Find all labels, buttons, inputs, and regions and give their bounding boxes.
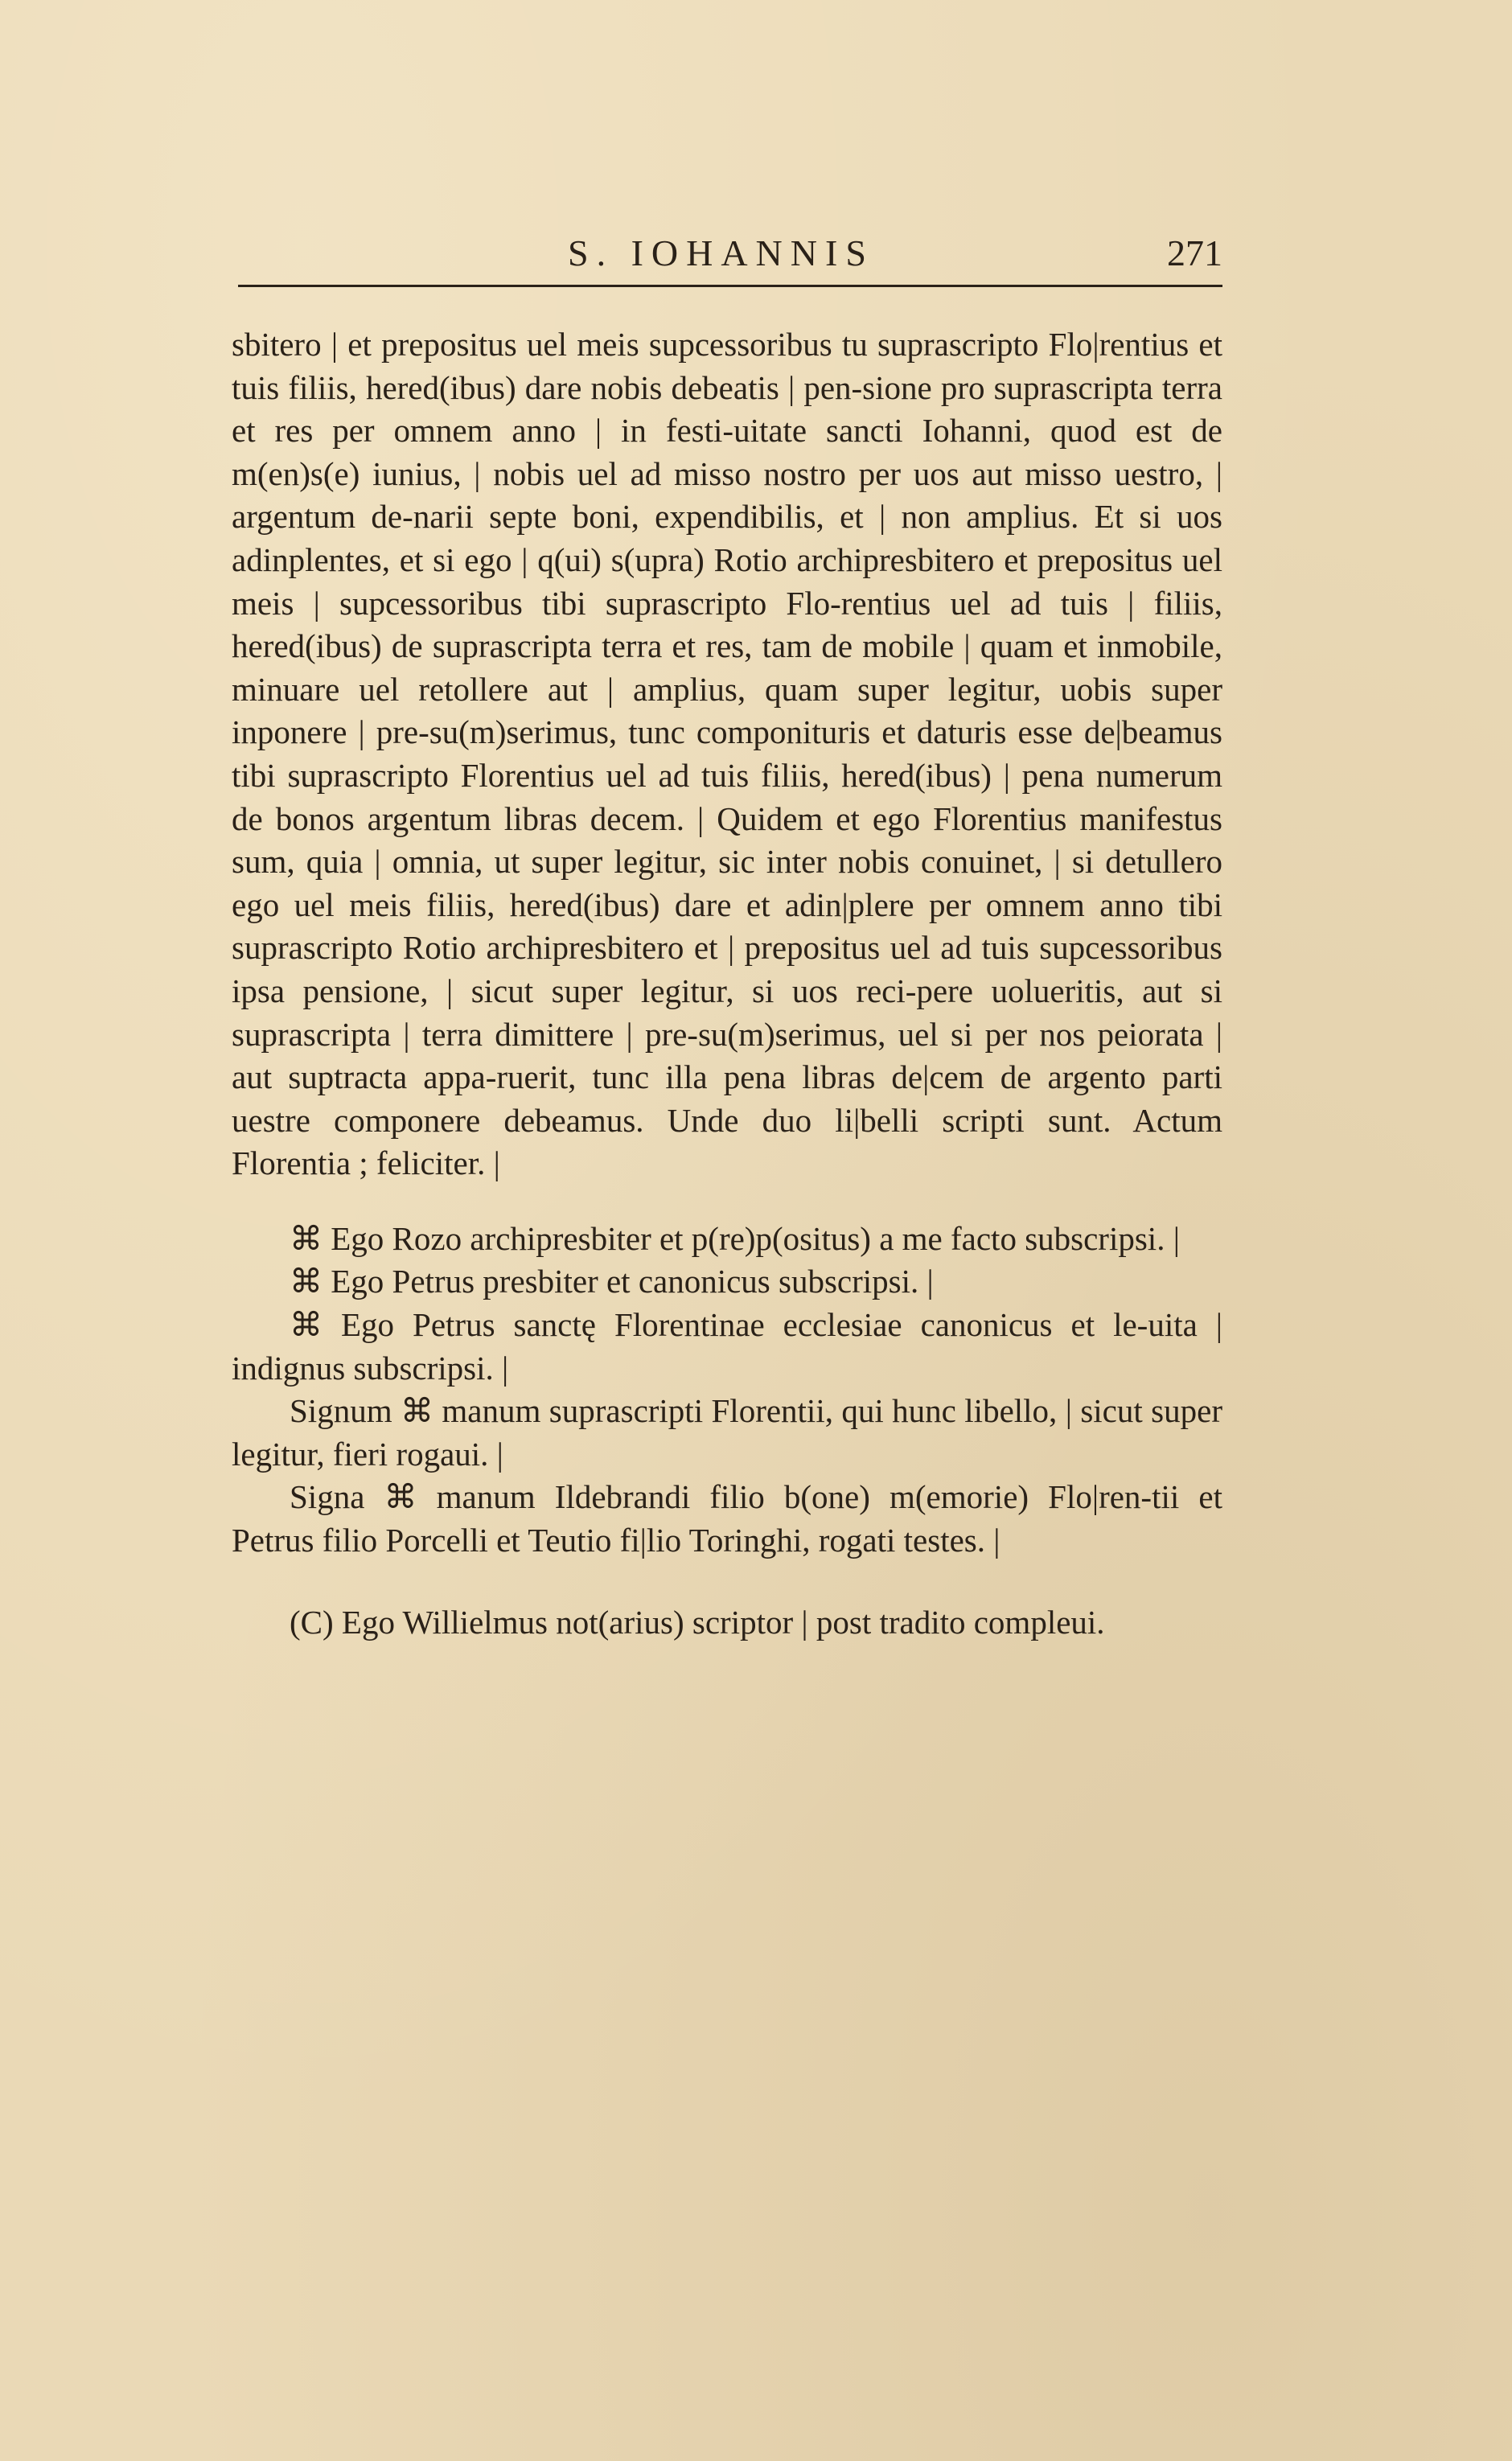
- header-rule: [238, 285, 1222, 287]
- page-number: 271: [1167, 232, 1222, 273]
- subscription-line: ⌘ Ego Petrus presbiter et canonicus subscripsi. |: [290, 1263, 934, 1300]
- subscriptions: [232, 1218, 1222, 1563]
- running-head: S. IOHANNIS: [568, 232, 874, 273]
- book-page: [232, 216, 1222, 1644]
- notary-colophon: (C) Ego Willielmus not(arius) scriptor | post tradito compleui.: [290, 1603, 1105, 1641]
- cross-mark-icon: ⌘: [290, 1219, 323, 1257]
- cross-mark-icon: ⌘: [290, 1263, 323, 1300]
- main-paragraph: sbitero | et prepositus uel meis supcessoribus tu suprascripto Flo|rentius et tuis filiis, hered(ibus) dare nobis debeatis | pen-sione pro suprascripta terra et res per omnem anno | in festi-uitate sancti Iohanni, quod est de m(en)s(e) iunius, | nobis uel ad misso nostro per uos aut misso uestro, | argentum de-narii septe boni, expendibilis, et | non amplius. Et si uos adinplentes, et si ego | q(ui) s(upra) Rotio archipresbitero et prepositus uel meis | supcessoribus tibi suprascripto Flo-rentius uel ad tuis | filiis, hered(ibus) de suprascripta terra et res, tam de mobile | quam et inmobile, minuare uel retollere aut | amplius, quam super legitur, uobis super inponere | pre-su(m)serimus, tunc componituris et daturis esse de|beamus tibi suprascripto Florentius uel ad tuis filiis, hered(ibus) | pena numerum de bonos argentum libras decem. | Quidem et ego Florentius manifestus sum, quia | omnia, ut super legitur, sic inter nobis conuinet, | si detullero ego uel meis filiis, hered(ibus) dare et adin|plere per omnem anno tibi suprascripto Rotio archipresbitero et | prepositus uel ad tuis supcessoribus ipsa pensione, | sicut super legitur, si uos reci-pere uolueritis, aut si suprascripta | terra dimittere | pre-su(m)serimus, uel si per nos peiorata | aut suptracta appa-ruerit, tunc illa pena libras de|cem de argento parti uestre componere debeamus. Unde duo li|belli scripti sunt. Actum Florentia ; feliciter. |: [232, 326, 1222, 1182]
- cross-mark-icon: ⌘: [384, 1478, 417, 1516]
- signa-line: Signa ⌘ manum Ildebrandi filio b(one) m(emorie) Flo|ren-tii et Petrus filio Porcelli et Teutio fi|lio Toringhi, rogati testes. |: [232, 1478, 1222, 1559]
- subscription-line: ⌘ Ego Rozo archipresbiter et p(re)p(ositus) a me facto subscripsi. |: [290, 1219, 1180, 1257]
- cross-mark-icon: ⌘: [290, 1306, 323, 1344]
- signum-line: Signum ⌘ manum suprascripti Florentii, qui hunc libello, | sicut super legitur, fieri rogaui. |: [232, 1392, 1222, 1473]
- cross-mark-icon: ⌘: [401, 1392, 433, 1430]
- subscription-line: ⌘ Ego Petrus sanctę Florentinae ecclesiae canonicus et le-uita | indignus subscripsi. |: [232, 1306, 1222, 1387]
- charter-text: [232, 323, 1222, 1185]
- page-header: [232, 216, 1222, 288]
